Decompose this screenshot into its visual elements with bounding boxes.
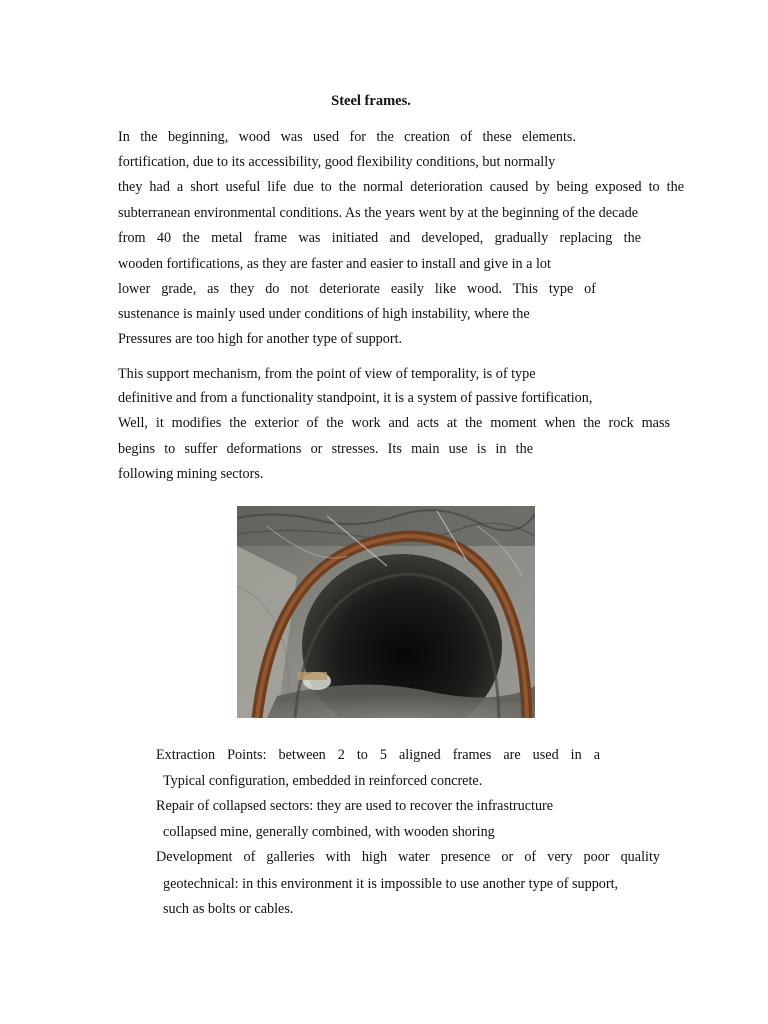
paragraph-line: wooden fortifications, as they are faster and easier to install and give in a lot — [118, 256, 551, 272]
paragraph-line: In the beginning, wood was used for the creation of these elements. — [118, 129, 576, 145]
paragraph-line: This support mechanism, from the point of view of temporality, is of type — [118, 366, 536, 382]
list-item-line: Typical configuration, embedded in reinforced concrete. — [163, 773, 483, 789]
page-title: Steel frames. — [331, 93, 411, 109]
paragraph-line: they had a short useful life due to the normal deterioration caused by being exposed to the — [118, 179, 684, 195]
list-item-line: Development of galleries with high water presence or of very poor quality — [156, 849, 660, 865]
paragraph-line: fortification, due to its accessibility, good flexibility conditions, but normally — [118, 154, 556, 170]
paragraph-line: sustenance is mainly used under conditions of high instability, where the — [118, 306, 530, 322]
list-item-line: Repair of collapsed sectors: they are used to recover the infrastructure — [156, 798, 554, 814]
paragraph-line: following mining sectors. — [118, 466, 264, 482]
list-item-line: Extraction Points: between 2 to 5 aligned frames are used in a — [156, 747, 600, 763]
paragraph-line: lower grade, as they do not deteriorate easily like wood. This type of — [118, 281, 596, 297]
paragraph-line: Well, it modifies the exterior of the work and acts at the moment when the rock mass — [118, 415, 670, 431]
paragraph-line: subterranean environmental conditions. As the years went by at the beginning of the decade — [118, 205, 639, 221]
paragraph-line: from 40 the metal frame was initiated and developed, gradually replacing the — [118, 230, 641, 246]
list-item-line: geotechnical: in this environment it is impossible to use another type of support, — [163, 876, 619, 892]
paragraph-line: Pressures are too high for another type of support. — [118, 331, 403, 347]
paragraph-line: begins to suffer deformations or stresses. Its main use is in the — [118, 441, 533, 457]
list-item-line: collapsed mine, generally combined, with wooden shoring — [163, 824, 495, 840]
steel-frame-tunnel-photo — [237, 506, 535, 718]
list-item-line: such as bolts or cables. — [163, 901, 294, 917]
paragraph-line: definitive and from a functionality standpoint, it is a system of passive fortification, — [118, 390, 593, 406]
